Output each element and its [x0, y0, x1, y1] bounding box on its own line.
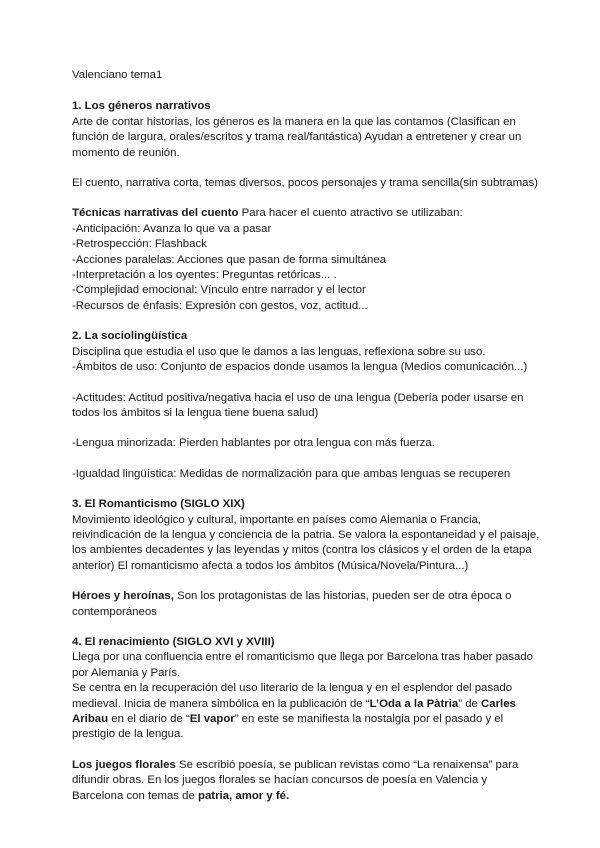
section-heading: 2. La sociolingüística: [72, 330, 188, 343]
text-line: [72, 712, 540, 727]
text-line: [72, 697, 540, 712]
paragraph: [72, 650, 540, 742]
list-item: -Interpretación a los oyentes: Preguntas retóricas... .: [72, 269, 337, 282]
paragraph: [72, 513, 540, 575]
list-item: -Anticipación: Avanza lo que va a pasar: [72, 222, 272, 235]
text-line: -Lengua minorizada: Pierden hablantes por otra lengua con más fuerza.: [72, 437, 435, 450]
text-line: Llega por una confluencia entre el romanticismo que llega por Barcelona tras haber pasado: [72, 651, 533, 664]
text-line: [72, 589, 540, 604]
paragraph: [72, 115, 540, 161]
section-heading: 4. El renacimiento (SIGLO XVI y XVIII): [72, 635, 275, 648]
paragraph: [72, 467, 540, 482]
text-line: [72, 206, 540, 221]
section-heading: 3. El Romanticismo (SIGLO XIX): [72, 498, 245, 511]
bold-term: Aribau: [72, 713, 109, 725]
text-line: por Alemania y París.: [72, 666, 181, 679]
text-line: función de largura, orales/escritos y trama real/fantástica) Ayudan a entretener y crear un: [72, 131, 522, 144]
text-line: El cuento, narrativa corta, temas diversos, pocos personajes y trama sencilla(sin subtramas): [72, 177, 538, 190]
text-run: ” en este se manifiesta la nostalgia por el pasado y el: [234, 713, 504, 725]
technique-list: [72, 206, 540, 314]
text-line: anterior) El romanticismo afecta a todos los ámbitos (Música/Novela/Pintura...): [72, 559, 469, 572]
text-line: Se centra en la recuperación del uso literario de la lengua y en el esplendor del pasado: [72, 682, 513, 695]
paragraph: [72, 391, 540, 422]
section-generos-narrativos: [72, 99, 540, 314]
bold-term: Héroes y heroínas,: [72, 590, 174, 603]
list-item: -Acciones paralelas: Acciones que pasan de forma simultánea: [72, 253, 387, 266]
text-line: momento de reunión.: [72, 146, 180, 159]
bold-term: Técnicas narrativas del cuento: [72, 207, 239, 220]
document-title: Valenciano tema1: [72, 69, 163, 81]
list-item: -Retrospección: Flashback: [72, 238, 207, 251]
text-run: Barcelona con temas de: [72, 789, 199, 802]
text-line: -Actitudes: Actitud positiva/negativa hacia el uso de una lengua (Debería poder usarse en: [72, 391, 524, 404]
text-line: reivindicación de la lengua y conciencia de la patria. Se valora la espontaneidad y el paisaje,: [72, 528, 540, 541]
bold-term: El vapor: [189, 713, 235, 725]
text-line: los ambientes decadentes y las leyendas y mitos (contra los clásicos y el orden de la etapa: [72, 544, 532, 557]
section-romanticismo: [72, 497, 540, 620]
text-line: -Ámbitos de uso: Conjunto de espacios donde usamos la lengua (Medios comunicación...): [72, 361, 528, 374]
list-item: -Recursos de énfasis: Expresión con gestos, voz, actitud...: [72, 299, 368, 312]
bold-term: patria, amor y fé.: [198, 789, 290, 802]
paragraph: [72, 345, 540, 376]
bold-term: Carles: [481, 697, 516, 710]
paragraph: [72, 436, 540, 451]
text-line: Movimiento ideológico y cultural, importante en países como Alemania o Francia,: [72, 513, 482, 526]
text-line: prestigio de la lengua.: [72, 728, 184, 741]
text-run: ” de: [458, 697, 482, 710]
bold-term: L’Oda a la Pàtria: [369, 697, 459, 710]
text-run: en el diario de “: [108, 713, 190, 725]
text-run: Para hacer el cuento atractivo se utilizaban:: [238, 207, 463, 220]
section-heading: 1. Los géneros narrativos: [72, 100, 211, 113]
text-line: Disciplina que estudia el uso que le damos a las lenguas, reflexiona sobre su uso.: [72, 345, 486, 358]
text-line: todos los ámbitos si la lengua tiene buena salud): [72, 406, 319, 419]
text-line: contemporáneos: [72, 605, 157, 618]
text-line: [72, 789, 540, 804]
text-run: medieval. Inicia de manera simbólica en la publicación de “: [72, 697, 370, 710]
list-item: -Complejidad emocional: Vínculo entre narrador y el lector: [72, 284, 366, 297]
text-line: difundir obras. En los juegos florales se hacían concursos de poesía en Valencia y: [72, 774, 488, 787]
paragraph: [72, 589, 540, 620]
text-line: [72, 758, 540, 773]
text-line: -Igualdad lingüística: Medidas de normalización para que ambas lenguas se recuperen: [72, 467, 511, 480]
bold-term: Los juegos florales: [72, 758, 176, 771]
text-line: Arte de contar historias, los géneros es la manera en la que las contamos (Clasifican en: [72, 115, 516, 128]
text-run: Se escribió poesía, se publican revistas como “La renaixensa” para: [175, 758, 519, 771]
section-sociolinguistica: [72, 329, 540, 482]
paragraph: [72, 176, 540, 191]
section-renacimiento: [72, 635, 540, 804]
paragraph: [72, 758, 540, 804]
text-run: Son los protagonistas de las historias, pueden ser de otra época o: [173, 590, 512, 603]
